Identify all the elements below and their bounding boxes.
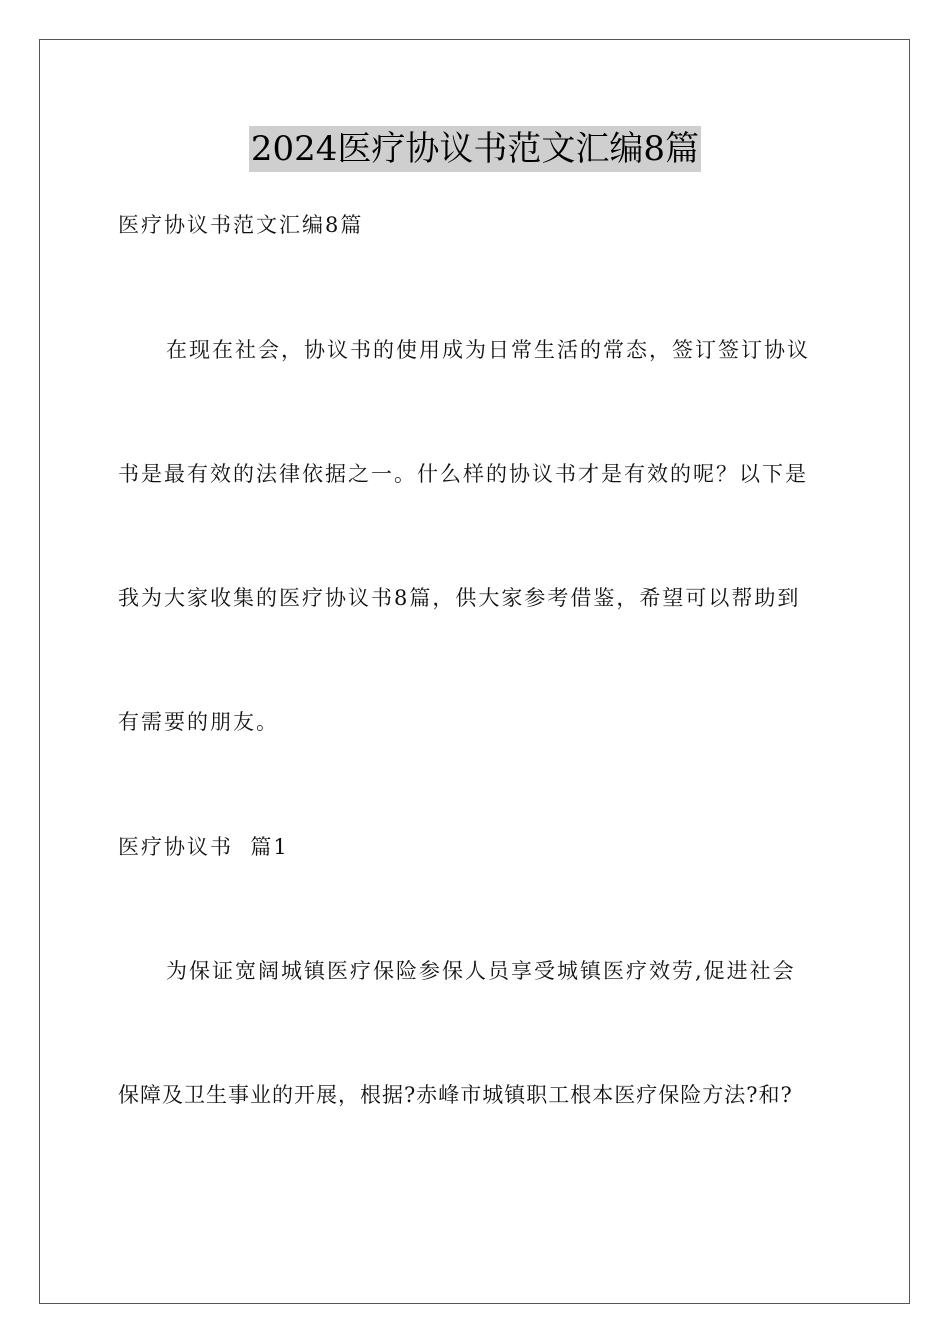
document-subtitle: 医疗协议书范文汇编8篇	[118, 213, 364, 237]
section-line-2: 保障及卫生事业的开展，根据?赤峰市城镇职工根本医疗保险方法?和?	[118, 1083, 793, 1107]
section-line-1: 为保证宽阔城镇医疗保险参保人员享受城镇医疗效劳,促进社会	[166, 959, 796, 983]
intro-line-4: 有需要的朋友。	[118, 710, 279, 734]
title-container	[0, 126, 950, 172]
document-title: 2024医疗协议书范文汇编8篇	[249, 126, 701, 172]
intro-line-3: 我为大家收集的医疗协议书8篇，供大家参考借鉴，希望可以帮助到	[118, 586, 801, 610]
intro-line-1: 在现在社会，协议书的使用成为日常生活的常态，签订签订协议	[166, 338, 810, 362]
section-heading: 医疗协议书 篇1	[118, 835, 289, 859]
intro-line-2: 书是最有效的法律依据之一。什么样的协议书才是有效的呢？以下是	[118, 462, 808, 486]
